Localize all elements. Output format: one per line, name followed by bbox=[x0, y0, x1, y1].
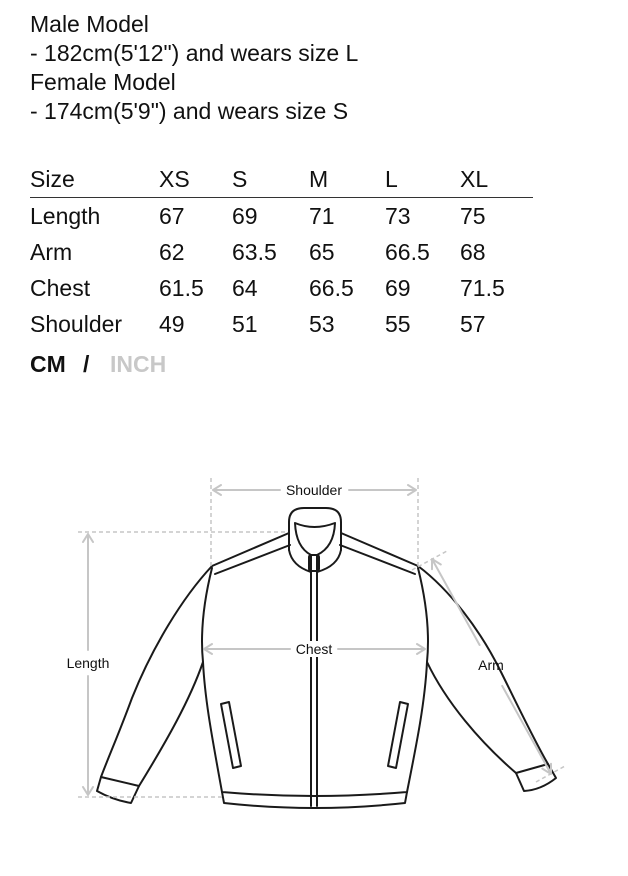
hem-band bbox=[222, 792, 407, 808]
collar-inner bbox=[295, 523, 335, 555]
collar-front bbox=[289, 550, 341, 572]
right-pocket bbox=[388, 702, 408, 768]
table-cell: 73 bbox=[385, 203, 411, 229]
left-sleeve bbox=[101, 566, 212, 786]
table-cell: 64 bbox=[232, 275, 258, 301]
row-label: Arm bbox=[30, 239, 73, 265]
table-cell: 75 bbox=[460, 203, 486, 229]
table-cell: 68 bbox=[460, 239, 486, 265]
model-info bbox=[30, 10, 358, 126]
table-cell: 71 bbox=[309, 203, 335, 229]
table-cell: 51 bbox=[232, 311, 258, 337]
table-cell: 69 bbox=[385, 275, 411, 301]
table-row-length bbox=[30, 198, 533, 235]
unit-cm-button[interactable]: CM bbox=[30, 351, 66, 377]
header-s: S bbox=[232, 161, 309, 198]
size-table-header-row bbox=[30, 161, 533, 198]
male-model-title: Male Model bbox=[30, 11, 149, 37]
table-cell: 69 bbox=[232, 203, 258, 229]
collar bbox=[289, 508, 341, 550]
table-cell: 61.5 bbox=[159, 275, 204, 301]
length-label: Length bbox=[66, 655, 110, 671]
left-cuff bbox=[97, 777, 139, 803]
table-row-shoulder bbox=[30, 306, 533, 342]
table-cell: 65 bbox=[309, 239, 335, 265]
chest-label: Chest bbox=[295, 641, 333, 657]
table-cell: 62 bbox=[159, 239, 185, 265]
shoulder-seams bbox=[212, 533, 418, 574]
header-xl: XL bbox=[460, 161, 533, 198]
size-table bbox=[30, 161, 533, 342]
table-row-arm bbox=[30, 234, 533, 270]
jacket-size-diagram bbox=[0, 460, 628, 840]
table-cell: 71.5 bbox=[460, 275, 505, 301]
table-cell: 55 bbox=[385, 311, 411, 337]
table-cell: 53 bbox=[309, 311, 335, 337]
arm-top-guide bbox=[412, 551, 447, 570]
body-sides bbox=[202, 568, 428, 792]
male-model-detail: - 182cm(5'12") and wears size L bbox=[30, 40, 359, 66]
table-cell: 57 bbox=[460, 311, 486, 337]
row-label: Shoulder bbox=[30, 311, 123, 337]
shoulder-label: Shoulder bbox=[285, 482, 343, 498]
table-row-chest bbox=[30, 270, 533, 306]
table-cell: 66.5 bbox=[385, 239, 430, 265]
table-cell: 66.5 bbox=[309, 275, 354, 301]
row-label: Chest bbox=[30, 275, 91, 301]
female-model-title: Female Model bbox=[30, 69, 176, 95]
unit-inch-button[interactable]: INCH bbox=[110, 351, 167, 377]
unit-separator: / bbox=[83, 351, 90, 377]
female-model-detail: - 174cm(5'9") and wears size S bbox=[30, 98, 349, 124]
left-pocket bbox=[221, 702, 241, 768]
header-xs: XS bbox=[159, 161, 232, 198]
arm-label: Arm bbox=[478, 657, 504, 673]
unit-toggle bbox=[0, 346, 628, 382]
table-cell: 49 bbox=[159, 311, 185, 337]
row-label: Length bbox=[30, 203, 101, 229]
header-l: L bbox=[385, 161, 460, 198]
table-cell: 67 bbox=[159, 203, 185, 229]
table-cell: 63.5 bbox=[232, 239, 277, 265]
zipper bbox=[311, 555, 317, 806]
header-m: M bbox=[309, 161, 385, 198]
header-size: Size bbox=[30, 161, 159, 198]
